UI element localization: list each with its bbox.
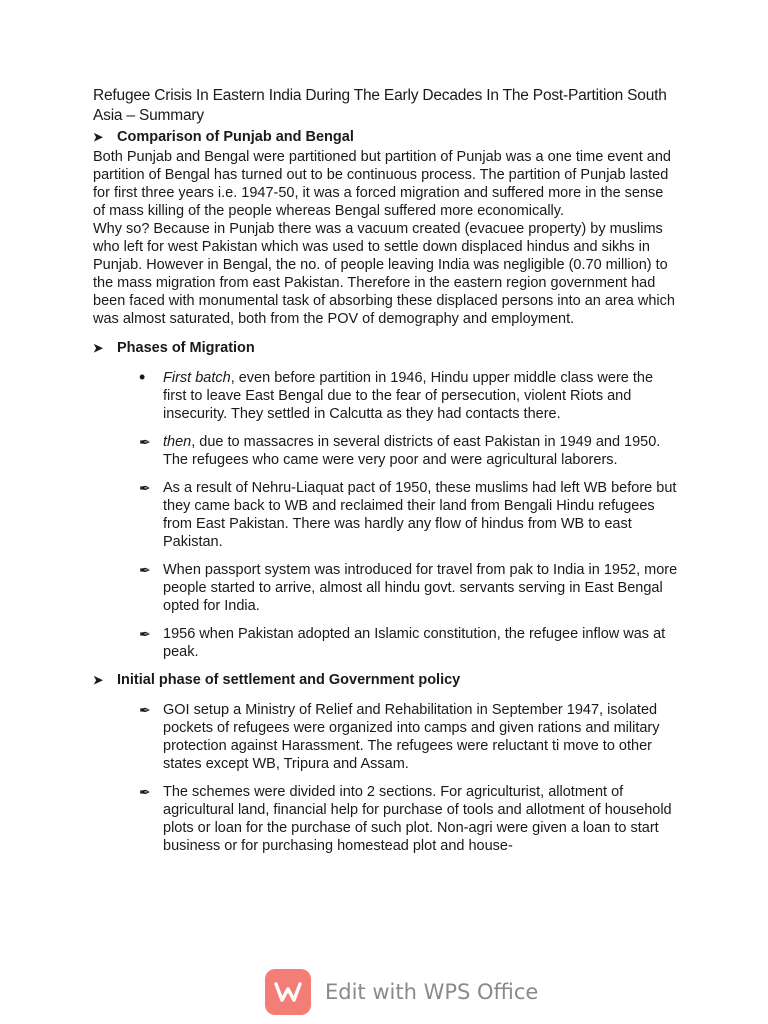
list-item: [93, 783, 678, 855]
bullet-pen-icon: ✒: [139, 434, 151, 450]
bullet-pen-icon: ✒: [139, 626, 151, 642]
list-item-text: , due to massacres in several districts of east Pakistan in 1949 and 1950. The refugees who came were very poor and were agricultural laborers.: [163, 434, 661, 468]
section-heading-text: Phases of Migration: [117, 340, 255, 356]
arrow-bullet-icon: ➤: [93, 130, 104, 144]
list-item: [93, 433, 678, 469]
list-item-text: 1956 when Pakistan adopted an Islamic constitution, the refugee inflow was at peak.: [163, 626, 666, 660]
bullet-pen-icon: ✒: [139, 702, 151, 718]
document-title: Refugee Crisis In Eastern India During The Early Decades In The Post-Partition South Asia – Summary: [93, 87, 667, 124]
section-heading-text: Comparison of Punjab and Bengal: [117, 129, 354, 145]
wps-logo-icon: [265, 969, 311, 1015]
bullet-pen-icon: ✒: [139, 480, 151, 496]
list-item: [93, 479, 678, 551]
section-heading-text: Initial phase of settlement and Government policy: [117, 672, 461, 688]
arrow-bullet-icon: ➤: [93, 673, 104, 687]
list-item: [93, 561, 678, 615]
list-item: [93, 369, 678, 423]
list-item-lead: First batch: [163, 370, 231, 386]
section-heading-settlement: [93, 669, 678, 691]
bullet-pen-icon: ✒: [139, 784, 151, 800]
list-item-text: The schemes were divided into 2 sections. For agriculturist, allotment of agricultural land, financial help for purchase of tools and allotment of household plots or loan for the purchase of such plot. Non-agri were given a loan to start business or for purchasing homestead plot and house-: [163, 784, 672, 854]
wps-watermark[interactable]: [265, 968, 538, 1016]
list-item-text: , even before partition in 1946, Hindu upper middle class were the first to leave East Bengal due to the fear of persecution, violent Riots and insecurity. They settled in Calcutta as they had contacts there.: [163, 370, 654, 422]
section-heading-phases: [93, 337, 678, 359]
bullet-pen-icon: ✒: [139, 562, 151, 578]
arrow-bullet-icon: ➤: [93, 341, 104, 355]
wps-watermark-text: Edit with WPS Office: [325, 980, 539, 1004]
settlement-list: [93, 701, 678, 855]
phases-list: [93, 369, 678, 661]
paragraph: Both Punjab and Bengal were partitioned but partition of Punjab was a one time event and partition of Bengal has turned out to be continuous process. The partition of Punjab lasted for first three years i.e. 1947-50, it was a forced migration and suffered more in the sense of mass killing of the people whereas Bengal suffered more economically.: [93, 149, 671, 219]
bullet-dot-icon: •: [139, 367, 146, 387]
list-item-text: GOI setup a Ministry of Relief and Rehabilitation in September 1947, isolated pockets of refugees were organized into camps and given rations and military protection against Harassment. The refugees were reluctant ti move to other states except WB, Tripura and Assam.: [163, 702, 660, 772]
list-item-text: When passport system was introduced for travel from pak to India in 1952, more people started to arrive, almost all hindu govt. servants serving in East Bengal opted for India.: [163, 562, 678, 614]
list-item: [93, 701, 678, 773]
list-item-text: As a result of Nehru-Liaquat pact of 1950, these muslims had left WB before but they came back to WB and reclaimed their land from Bengali Hindu refugees from East Pakistan. There was hardly any flow of hindus from WB to east Pakistan.: [163, 480, 677, 550]
list-item: [93, 625, 678, 661]
paragraph: Why so? Because in Punjab there was a vacuum created (evacuee property) by muslims who left for west Pakistan which was used to settle down displaced hindus and sikhs in Punjab. However in Bengal, the no. of people leaving India was negligible (0.70 million) to the mass migration from east Pakistan. Therefore in the eastern region government had been faced with monumental task of absorbing these displaced persons into an area which was almost saturated, both from the POV of demography and employment.: [93, 221, 675, 327]
list-item-lead: then: [163, 434, 192, 450]
section-heading-comparison: [93, 126, 678, 148]
document-page: [93, 86, 678, 855]
